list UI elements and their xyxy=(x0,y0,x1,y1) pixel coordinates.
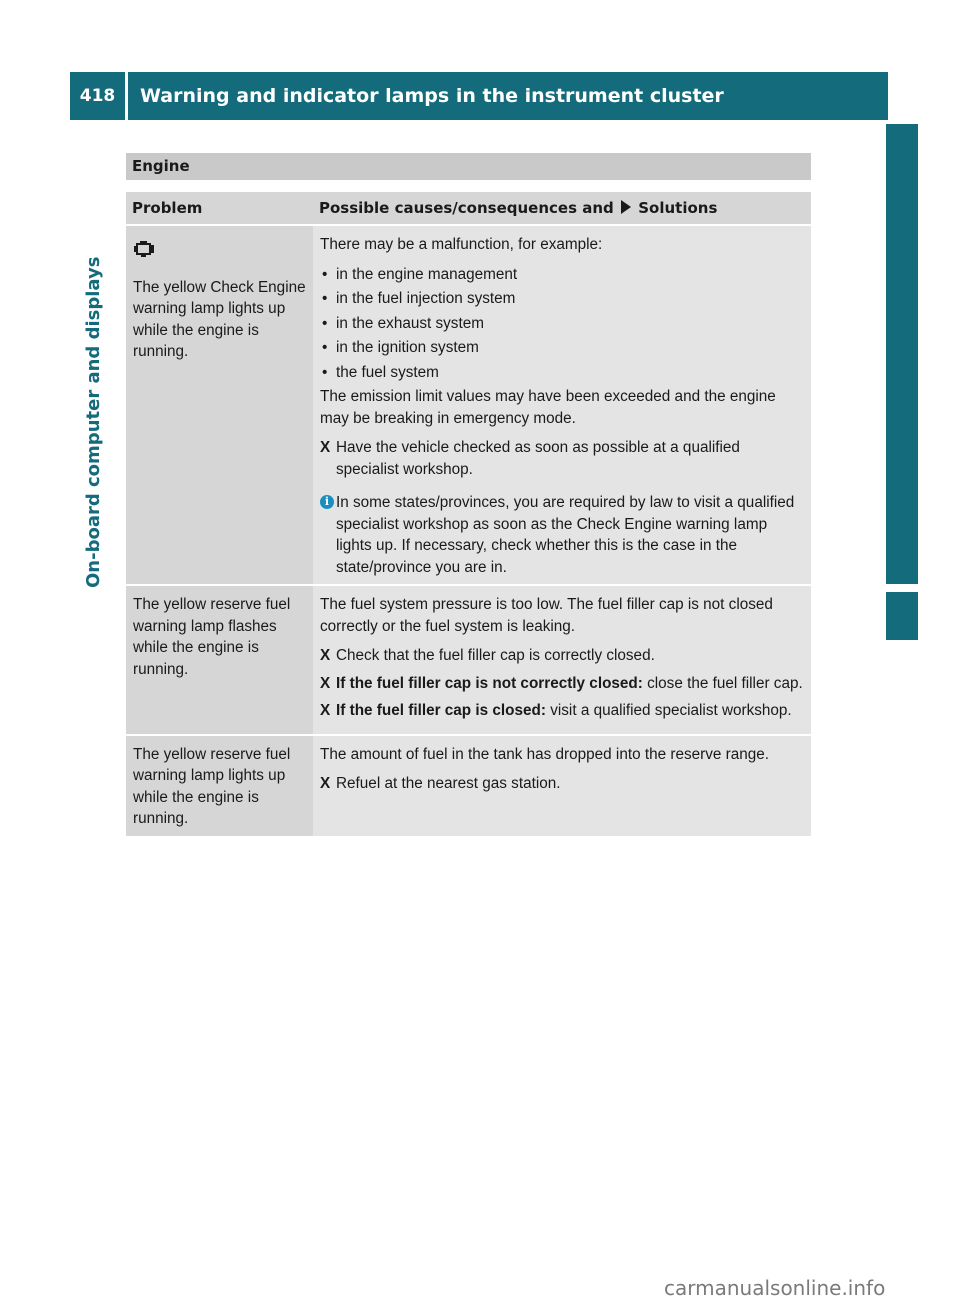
list-item: • in the fuel injection system xyxy=(320,288,804,310)
step-text: visit a qualified specialist workshop. xyxy=(545,702,792,719)
side-tab xyxy=(886,124,918,584)
step-text: close the fuel filler cap. xyxy=(642,674,803,692)
col-header-causes xyxy=(313,192,811,224)
page-number: 418 xyxy=(70,72,125,120)
arrow-right-icon xyxy=(621,200,631,214)
problem-text: The yellow reserve fuel warning lamp flashes while the engine is running. xyxy=(133,596,291,678)
info-icon: i xyxy=(320,495,334,509)
problem-cell xyxy=(126,586,313,734)
problem-table xyxy=(126,190,811,838)
step-condition: If the fuel filler cap is not correctly closed: xyxy=(336,674,643,692)
cause-intro: There may be a malfunction, for example: xyxy=(320,236,603,253)
problem-text: The yellow reserve fuel warning lamp lights up while the engine is running. xyxy=(133,745,291,827)
table-row xyxy=(126,736,811,836)
list-item: • in the engine management xyxy=(320,264,804,286)
step-marker-icon: X xyxy=(320,439,331,456)
table-row xyxy=(126,226,811,584)
solution-cell xyxy=(313,736,811,836)
col-header-solutions-text: Solutions xyxy=(638,199,718,217)
step-text: Refuel at the nearest gas station. xyxy=(336,775,561,792)
col-header-problem: Problem xyxy=(126,192,313,224)
problem-cell xyxy=(126,226,313,584)
cause-text: The emission limit values may have been exceeded and the engine may be breaking in emergency mode. xyxy=(320,388,776,427)
step-marker-icon: X xyxy=(320,702,331,719)
info-text: In some states/provinces, you are required by law to visit a qualified specialist workshop as soon as the Check Engine warning lamp lights up. If necessary, check whether this is the case in the state/province you are in. xyxy=(336,494,795,576)
table-header-row xyxy=(126,192,811,224)
watermark: carmanualsonline.info xyxy=(664,1276,886,1300)
step-marker-icon: X xyxy=(320,674,331,692)
section-side-label: On-board computer and displays xyxy=(83,256,104,588)
solution-cell xyxy=(313,226,811,584)
page-title: Warning and indicator lamps in the instrument cluster xyxy=(128,72,888,120)
check-engine-icon xyxy=(133,240,306,265)
step-marker-icon: X xyxy=(320,775,331,792)
col-header-causes-text: Possible causes/consequences and xyxy=(319,199,614,217)
solution-step xyxy=(320,700,804,722)
solution-cell xyxy=(313,586,811,734)
problem-cell xyxy=(126,736,313,836)
page-header xyxy=(70,72,888,120)
step-text: Have the vehicle checked as soon as possible at a qualified specialist workshop. xyxy=(336,439,740,478)
cause-text: The amount of fuel in the tank has dropped into the reserve range. xyxy=(320,745,769,763)
step-condition: If the fuel filler cap is closed: xyxy=(336,702,546,719)
step-marker-icon: X xyxy=(320,647,331,664)
solution-step xyxy=(320,673,804,695)
table-row xyxy=(126,586,811,734)
problem-text: The yellow Check Engine warning lamp lights up while the engine is running. xyxy=(133,278,306,360)
list-item: • the fuel system xyxy=(320,362,804,384)
info-note xyxy=(320,492,804,578)
section-title: Engine xyxy=(126,153,811,180)
cause-text: The fuel system pressure is too low. The fuel filler cap is not closed correctly or the fuel system is leaking. xyxy=(320,596,773,635)
list-item: • in the exhaust system xyxy=(320,313,804,335)
solution-step xyxy=(320,773,804,795)
step-text: Check that the fuel filler cap is correctly closed. xyxy=(336,647,655,664)
list-item: • in the ignition system xyxy=(320,337,804,359)
solution-step xyxy=(320,645,804,667)
side-marker xyxy=(886,592,918,640)
solution-step xyxy=(320,437,804,480)
